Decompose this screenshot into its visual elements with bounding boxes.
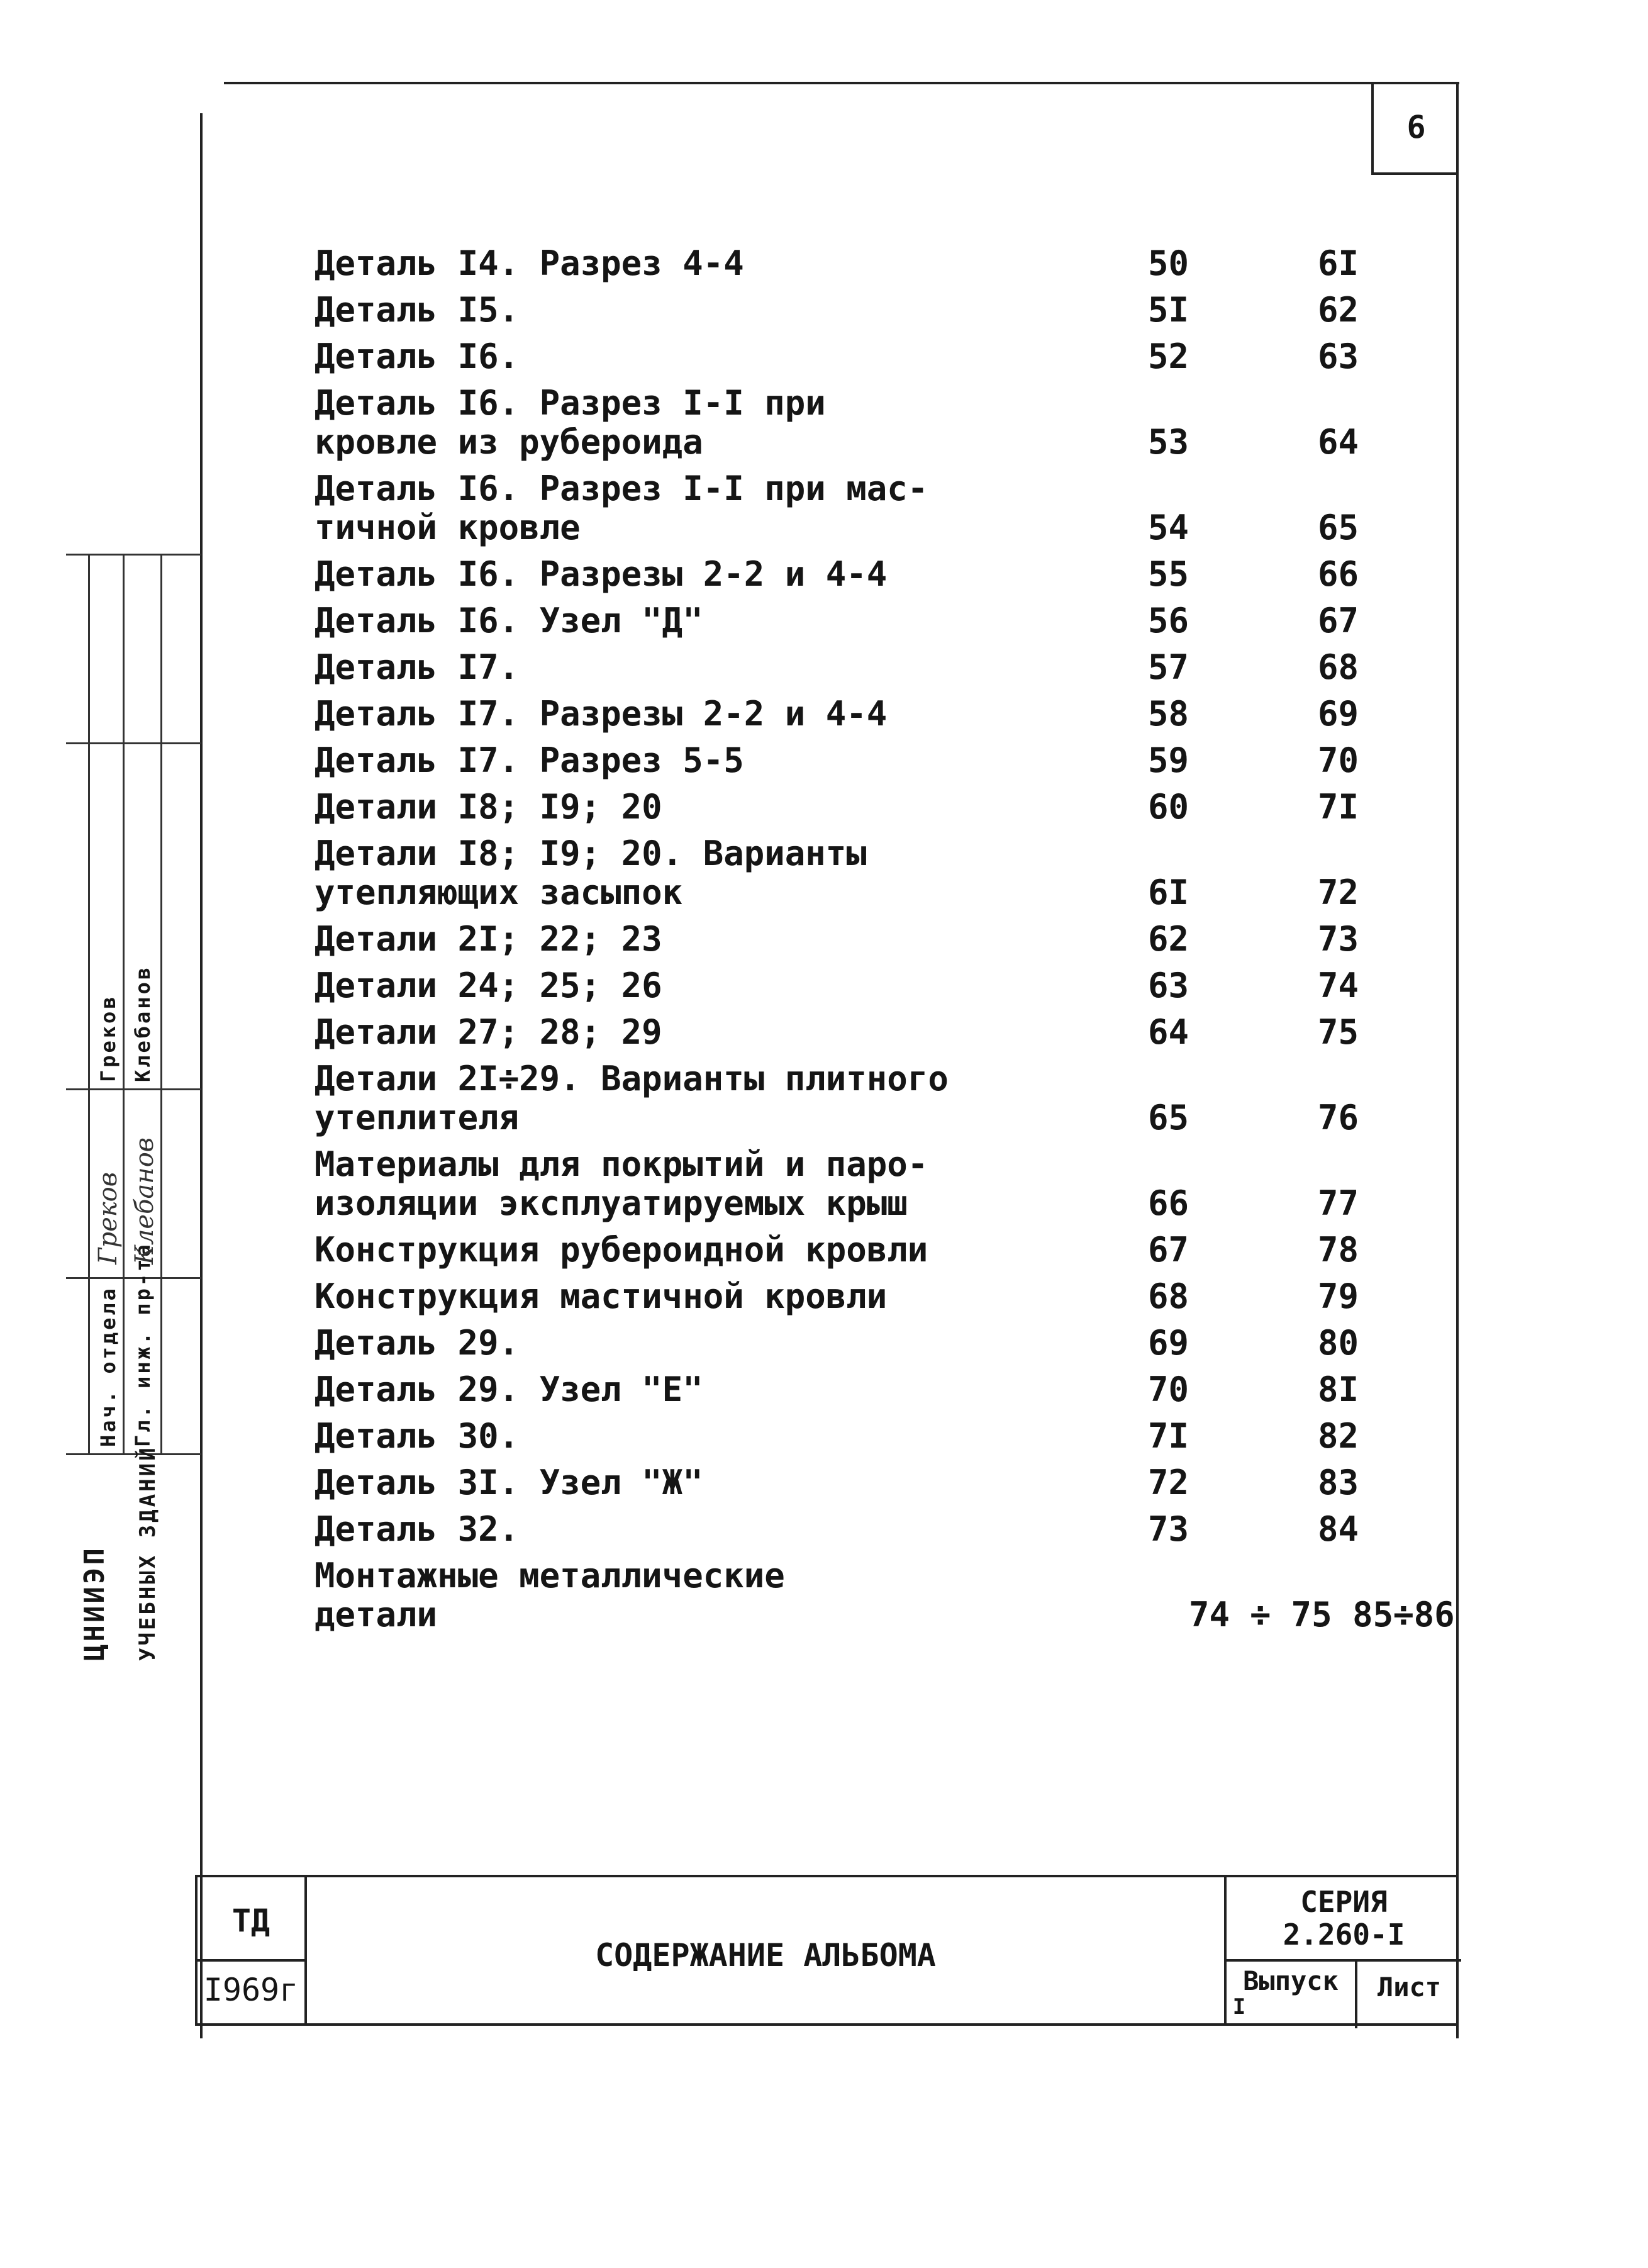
- toc-page: 68: [1147, 1276, 1189, 1316]
- title-block: [195, 1875, 1459, 2026]
- toc-sheet: 70: [1317, 740, 1359, 780]
- toc-row: [315, 555, 1422, 594]
- toc-row: [315, 1463, 1422, 1502]
- sheet-number-box: [1371, 82, 1459, 175]
- issue-label: Выпуск: [1243, 1965, 1339, 1996]
- signature-2: Клебанов: [130, 1137, 159, 1265]
- sheet-number: 6: [1406, 109, 1426, 145]
- toc-page: 55: [1147, 554, 1189, 594]
- toc-title: Детали I8; I9; 20. Варианты утепляющих засыпок: [315, 834, 867, 912]
- toc-sheet: 83: [1317, 1463, 1359, 1502]
- toc-page: 66: [1147, 1183, 1189, 1223]
- toc-title: Деталь I4. Разрез 4-4: [315, 243, 744, 283]
- toc-sheet: 80: [1317, 1323, 1359, 1363]
- side-line: [66, 554, 201, 556]
- toc-title: Деталь I7. Разрезы 2-2 и 4-4: [315, 694, 888, 734]
- toc-sheet: 78: [1317, 1230, 1359, 1270]
- side-line: [123, 554, 125, 1453]
- toc-page: 7I: [1147, 1416, 1189, 1456]
- issue-number: I: [1232, 1994, 1246, 2019]
- toc-sheet: 7I: [1317, 787, 1359, 827]
- toc-row: [315, 1145, 1422, 1223]
- toc-title: Монтажные металлические детали: [315, 1556, 785, 1634]
- toc-sheet: 73: [1317, 919, 1359, 959]
- toc-title: Деталь I6. Разрезы 2-2 и 4-4: [315, 554, 888, 594]
- toc-row: [315, 1324, 1422, 1363]
- toc-title: Конструкция рубероидной кровли: [315, 1230, 928, 1270]
- toc-row: [315, 1013, 1422, 1052]
- frame-right-line: [1456, 82, 1459, 2038]
- frame-top-line: [224, 82, 1459, 84]
- toc-page: 59: [1147, 740, 1189, 780]
- name-grekov: Греков: [96, 994, 120, 1082]
- toc-row: [315, 337, 1422, 376]
- toc-sheet: 75: [1317, 1012, 1359, 1052]
- toc-sheet: 69: [1317, 694, 1359, 734]
- toc-row: [315, 1059, 1422, 1137]
- toc-row: [315, 1370, 1422, 1409]
- toc-sheet: 68: [1317, 647, 1359, 687]
- toc-title: Детали 27; 28; 29: [315, 1012, 662, 1052]
- organization-subtitle: УЧЕБНЫХ ЗДАНИЙ: [135, 1445, 160, 1661]
- toc-title: Деталь 32.: [315, 1509, 520, 1549]
- toc-row: [315, 1510, 1422, 1549]
- toc-row: [315, 966, 1422, 1005]
- toc-sheet: 76: [1317, 1098, 1359, 1137]
- toc-title: Деталь I6. Разрез I-I при кровле из рубероида: [315, 383, 826, 462]
- toc-row: [315, 1231, 1422, 1270]
- toc-sheet: 8I: [1317, 1370, 1359, 1409]
- toc-sheet: 79: [1317, 1276, 1359, 1316]
- toc-sheet: 65: [1317, 508, 1359, 547]
- toc-title: Детали 2I÷29. Варианты плитного утеплителя: [315, 1059, 949, 1137]
- toc-sheet: 66: [1317, 554, 1359, 594]
- toc-title: Конструкция мастичной кровли: [315, 1276, 888, 1316]
- series-label: СЕРИЯ: [1300, 1885, 1388, 1919]
- toc-sheet: 74: [1317, 966, 1359, 1005]
- toc-row: [315, 1277, 1422, 1316]
- toc-title: Детали 24; 25; 26: [315, 966, 662, 1005]
- series-number: 2.260-I: [1283, 1918, 1405, 1952]
- toc-sheet: 6I: [1317, 243, 1359, 283]
- toc-row: [315, 384, 1422, 462]
- toc-title: Детали 2I; 22; 23: [315, 919, 662, 959]
- toc-sheet: 67: [1317, 601, 1359, 640]
- toc-page: 65: [1147, 1098, 1189, 1137]
- toc-row-last: [315, 1556, 1455, 1634]
- toc-page: 72: [1147, 1463, 1189, 1502]
- role-chief-engineer: Гл. инж. пр-та: [131, 1242, 155, 1447]
- toc-page: 62: [1147, 919, 1189, 959]
- side-line: [66, 742, 201, 744]
- toc-row: [315, 1417, 1422, 1456]
- toc-title: Деталь I6.: [315, 337, 520, 376]
- toc-sheet: 84: [1317, 1509, 1359, 1549]
- side-line: [66, 1088, 201, 1090]
- toc-page: 67: [1147, 1230, 1189, 1270]
- toc-row: [315, 788, 1422, 827]
- toc-title: Деталь 29.: [315, 1323, 520, 1363]
- toc-row: [315, 648, 1422, 687]
- role-head-of-department: Нач. отдела: [96, 1286, 120, 1447]
- toc-page: 58: [1147, 694, 1189, 734]
- side-line: [160, 554, 162, 1453]
- toc-page: 50: [1147, 243, 1189, 283]
- stamp-year: I969г: [203, 1972, 299, 2008]
- organization-name: ЦНИИЭП: [79, 1546, 111, 1661]
- toc-title: Деталь I7. Разрез 5-5: [315, 740, 744, 780]
- toc-row: [315, 291, 1422, 330]
- side-line: [66, 1453, 201, 1455]
- toc-title: Деталь I6. Узел "Д": [315, 601, 703, 640]
- toc-title: Материалы для покрытий и паро- изоляции эксплуатируемых крыш: [315, 1144, 928, 1223]
- table-of-contents: [315, 243, 1455, 1634]
- toc-page: 57: [1147, 647, 1189, 687]
- toc-page: 73: [1147, 1509, 1189, 1549]
- toc-sheet: 77: [1317, 1183, 1359, 1223]
- toc-page: 53: [1147, 422, 1189, 462]
- toc-sheet: 63: [1317, 337, 1359, 376]
- stamp-org: ТД: [231, 1902, 270, 1939]
- toc-sheet: 64: [1317, 422, 1359, 462]
- toc-title: Деталь I6. Разрез I-I при мас- тичной кровле: [315, 469, 928, 547]
- toc-page: 64: [1147, 1012, 1189, 1052]
- toc-title: Деталь 30.: [315, 1416, 520, 1456]
- toc-sheet: 72: [1317, 873, 1359, 912]
- document-title: СОДЕРЖАНИЕ АЛЬБОМА: [595, 1937, 936, 1974]
- toc-row: [315, 469, 1422, 547]
- signature-1: Греков: [94, 1171, 123, 1265]
- stamp-divider: [198, 1959, 304, 1962]
- toc-row: [315, 741, 1422, 780]
- toc-row: [315, 601, 1422, 640]
- toc-page: 69: [1147, 1323, 1189, 1363]
- toc-page: 52: [1147, 337, 1189, 376]
- stamp-divider: [1224, 1959, 1461, 1962]
- toc-page: 56: [1147, 601, 1189, 640]
- toc-title: Деталь I7.: [315, 647, 520, 687]
- toc-page: 6I: [1147, 873, 1189, 912]
- toc-title: Деталь 29. Узел "Е": [315, 1370, 703, 1409]
- toc-page: 54: [1147, 508, 1189, 547]
- toc-sheet: 62: [1317, 290, 1359, 330]
- name-klebanov: Клебанов: [131, 964, 155, 1082]
- toc-page: 60: [1147, 787, 1189, 827]
- toc-row: [315, 834, 1422, 912]
- toc-title: Детали I8; I9; 20: [315, 787, 662, 827]
- toc-title: Деталь I5.: [315, 290, 520, 330]
- sheet-label: Лист: [1377, 1972, 1442, 2003]
- toc-row: [315, 695, 1422, 734]
- toc-page: 70: [1147, 1370, 1189, 1409]
- side-line: [88, 554, 90, 1453]
- toc-title: Деталь 3I. Узел "Ж": [315, 1463, 703, 1502]
- toc-row: [315, 920, 1422, 959]
- toc-page: 63: [1147, 966, 1189, 1005]
- toc-row: [315, 244, 1422, 283]
- toc-page: 5I: [1147, 290, 1189, 330]
- side-approval-block: [66, 554, 201, 1661]
- toc-pages-range: 74 ÷ 75 85÷86: [1189, 1595, 1455, 1634]
- toc-sheet: 82: [1317, 1416, 1359, 1456]
